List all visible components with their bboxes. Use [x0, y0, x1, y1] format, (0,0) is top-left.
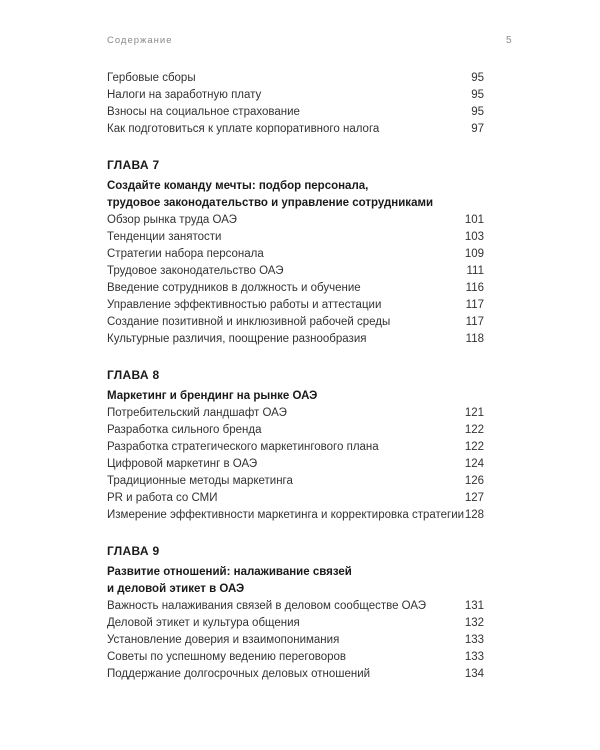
- toc-entry-page: 118: [465, 333, 484, 345]
- toc-entry[interactable]: [107, 121, 484, 138]
- toc-entry-title: Как подготовиться к уплате корпоративного налога: [107, 123, 380, 135]
- toc-entry[interactable]: [107, 87, 484, 104]
- table-of-contents: [107, 70, 484, 683]
- toc-entry-title: Обзор рынка труда ОАЭ: [107, 214, 237, 226]
- toc-entry-page: 133: [464, 634, 484, 646]
- toc-entry-page: 103: [464, 231, 484, 243]
- toc-entry[interactable]: [107, 456, 484, 473]
- chapter-title[interactable]: Маркетинг и брендинг на рынке ОАЭ: [107, 390, 318, 402]
- toc-entry[interactable]: [107, 507, 484, 524]
- toc-entry-title: Разработка сильного бренда: [107, 424, 262, 436]
- chapter-7: [107, 157, 484, 348]
- chapter-title[interactable]: трудовое законодательство и управление сотрудниками: [107, 197, 434, 209]
- toc-entry[interactable]: [107, 666, 484, 683]
- toc-entry-page: 127: [464, 492, 484, 504]
- chapter-8: [107, 367, 484, 524]
- chapter-title[interactable]: и деловой этикет в ОАЭ: [107, 583, 245, 595]
- toc-entry[interactable]: [107, 490, 484, 507]
- toc-entry[interactable]: [107, 598, 484, 615]
- toc-entry-page: 122: [464, 441, 484, 453]
- toc-entry-title: Культурные различия, поощрение разнообразия: [107, 333, 367, 345]
- toc-entry-page: 132: [464, 617, 484, 629]
- toc-entry[interactable]: [107, 246, 484, 263]
- chapter-label: ГЛАВА 9: [107, 544, 160, 558]
- toc-entry-page: 116: [465, 282, 484, 294]
- running-head: Содержание: [107, 35, 173, 46]
- toc-entry[interactable]: [107, 632, 484, 649]
- toc-entry[interactable]: [107, 104, 484, 121]
- chapter-title[interactable]: Создайте команду мечты: подбор персонала,: [107, 180, 369, 192]
- toc-entry-title: Налоги на заработную плату: [107, 89, 262, 101]
- toc-entry-title: Стратегии набора персонала: [107, 248, 264, 260]
- page-number: 5: [506, 35, 512, 46]
- toc-entry-title: Важность налаживания связей в деловом сообществе ОАЭ: [107, 600, 427, 612]
- toc-entry[interactable]: [107, 649, 484, 666]
- toc-entry-page: 131: [464, 600, 484, 612]
- toc-entry[interactable]: [107, 331, 484, 348]
- toc-entry[interactable]: [107, 405, 484, 422]
- toc-entry-page: 128: [464, 509, 484, 521]
- toc-entry-title: Советы по успешному ведению переговоров: [107, 651, 347, 663]
- toc-entry[interactable]: [107, 297, 484, 314]
- toc-entry-title: Управление эффективностью работы и аттестации: [107, 299, 382, 311]
- toc-entry-page: 111: [466, 265, 484, 277]
- toc-entry-title: Деловой этикет и культура общения: [107, 617, 300, 629]
- toc-entry[interactable]: [107, 229, 484, 246]
- toc-entry-page: 134: [464, 668, 484, 680]
- toc-entry-title: Разработка стратегического маркетингового плана: [107, 441, 379, 453]
- toc-entry-page: 133: [464, 651, 484, 663]
- chapter-title[interactable]: Развитие отношений: налаживание связей: [107, 566, 352, 578]
- toc-entry-page: 97: [471, 123, 484, 135]
- toc-entry-page: 117: [465, 316, 484, 328]
- intro-entries: [107, 70, 484, 138]
- toc-entry-page: 95: [471, 106, 484, 118]
- toc-entry[interactable]: [107, 70, 484, 87]
- toc-entry-page: 95: [471, 89, 484, 101]
- toc-entry-title: Измерение эффективности маркетинга и корректировка стратегии: [107, 509, 465, 521]
- chapter-label: ГЛАВА 8: [107, 368, 160, 382]
- toc-entry-title: Трудовое законодательство ОАЭ: [107, 265, 284, 277]
- toc-entry-page: 121: [464, 407, 484, 419]
- toc-entry-title: Создание позитивной и инклюзивной рабочей среды: [107, 316, 391, 328]
- toc-entry-title: Введение сотрудников в должность и обучение: [107, 282, 361, 294]
- toc-entry[interactable]: [107, 280, 484, 297]
- toc-entry[interactable]: [107, 314, 484, 331]
- toc-entry-title: Тенденции занятости: [107, 231, 222, 243]
- chapter-label: ГЛАВА 7: [107, 158, 160, 172]
- toc-entry-title: Традиционные методы маркетинга: [107, 475, 293, 487]
- toc-entry-title: PR и работа со СМИ: [107, 492, 218, 504]
- toc-entry-page: 109: [464, 248, 484, 260]
- toc-entry-page: 95: [471, 72, 484, 84]
- toc-entry[interactable]: [107, 439, 484, 456]
- toc-entry-page: 101: [464, 214, 484, 226]
- toc-entry-title: Поддержание долгосрочных деловых отношений: [107, 668, 371, 680]
- toc-entry-title: Установление доверия и взаимопонимания: [107, 634, 340, 646]
- toc-entry-title: Цифровой маркетинг в ОАЭ: [107, 458, 258, 470]
- chapter-9: [107, 543, 484, 683]
- toc-entry[interactable]: [107, 212, 484, 229]
- toc-entry[interactable]: [107, 263, 484, 280]
- toc-entry-page: 124: [464, 458, 484, 470]
- toc-entry-page: 117: [465, 299, 484, 311]
- toc-entry[interactable]: [107, 615, 484, 632]
- toc-entry[interactable]: [107, 473, 484, 490]
- toc-entry-page: 126: [464, 475, 484, 487]
- toc-entry[interactable]: [107, 422, 484, 439]
- toc-entry-title: Взносы на социальное страхование: [107, 106, 300, 118]
- toc-entry-title: Гербовые сборы: [107, 72, 196, 84]
- toc-entry-page: 122: [464, 424, 484, 436]
- toc-entry-title: Потребительский ландшафт ОАЭ: [107, 407, 287, 419]
